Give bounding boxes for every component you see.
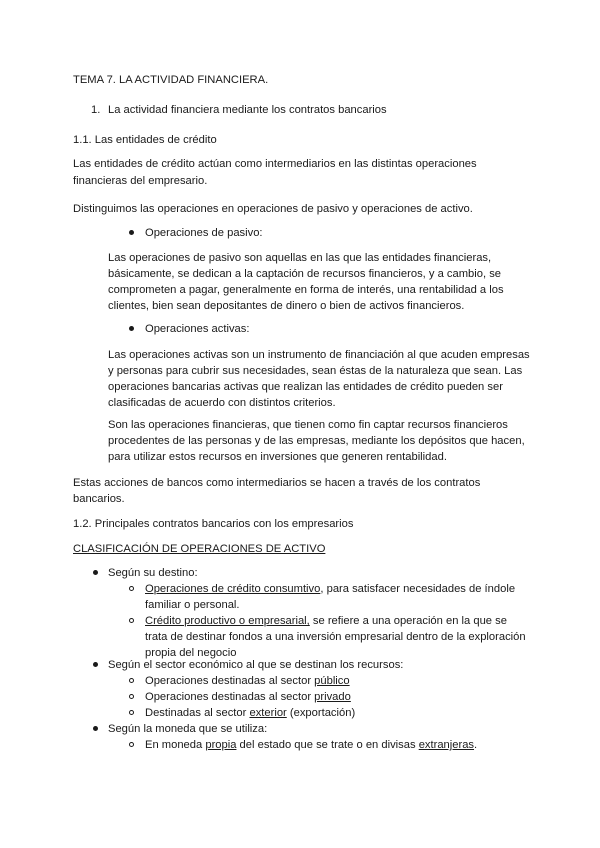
- list-item-text: se refiere a una operación en la que se: [309, 615, 507, 627]
- subsection-heading: 1.1. Las entidades de crédito: [73, 134, 217, 146]
- document-title: TEMA 7. LA ACTIVIDAD FINANCIERA.: [73, 74, 269, 86]
- bullet-ring-icon: [129, 678, 134, 683]
- bullet-ring-icon: [129, 586, 134, 591]
- paragraph-line: procedentes de las personas y de las empresas, mediante los depósitos que hacen,: [108, 435, 525, 447]
- bullet-dot-icon: [93, 570, 98, 575]
- paragraph-line: para utilizar estos recursos en inversiones que generen rentabilidad.: [108, 451, 447, 463]
- bullet-ring-icon: [129, 694, 134, 699]
- paragraph-line: Las operaciones de pasivo son aquellas en las que las entidades financieras,: [108, 252, 492, 264]
- section-heading: La actividad financiera mediante los contratos bancarios: [108, 104, 387, 116]
- credito-consumtivo-link[interactable]: Operaciones de crédito consumtivo: [145, 583, 321, 595]
- sector-label: Según el sector económico al que se destinan los recursos:: [108, 659, 404, 671]
- list-item-text: (exportación): [286, 707, 356, 719]
- section-number: 1.: [91, 104, 101, 116]
- paragraph-line: Son las operaciones financieras, que tienen como fin captar recursos financieros: [108, 419, 508, 431]
- paragraph-line: comprometen a pagar, generalmente en forma de interés, una rentabilidad a los: [108, 284, 504, 296]
- list-item-text: Operaciones destinadas al sector: [145, 675, 315, 687]
- list-item: [145, 705, 355, 721]
- paragraph-line: operaciones bancarias activas que realizan las entidades de crédito pueden ser: [108, 381, 503, 393]
- exterior-link[interactable]: exterior: [249, 707, 287, 719]
- list-item-text: En moneda: [145, 739, 206, 751]
- list-item-text: .: [474, 739, 478, 751]
- extranjeras-link[interactable]: extranjeras: [418, 739, 475, 751]
- subsection-heading: 1.2. Principales contratos bancarios con los empresarios: [73, 518, 354, 530]
- paragraph-line: Las entidades de crédito actúan como intermediarios en las distintas operaciones: [73, 158, 477, 170]
- credito-productivo-link[interactable]: Crédito productivo o empresarial,: [145, 615, 310, 627]
- bullet-dot-icon: [93, 726, 98, 731]
- list-item: [145, 673, 350, 689]
- paragraph-line: básicamente, se dedican a la captación de recursos financieros, y a cambio, se: [108, 268, 502, 280]
- paragraph-line: clasificadas de acuerdo con distintos criterios.: [108, 397, 336, 409]
- list-item: [145, 581, 515, 597]
- list-item-text: , para satisfacer necesidades de índole: [320, 583, 516, 595]
- bullet-ring-icon: [129, 710, 134, 715]
- list-item-continuation: familiar o personal.: [145, 599, 240, 611]
- paragraph-line: Las operaciones activas son un instrumento de financiación al que acuden empresas: [108, 349, 530, 361]
- bullet-dot-icon: [129, 230, 134, 235]
- bullet-ring-icon: [129, 618, 134, 623]
- bullet-dot-icon: [129, 326, 134, 331]
- list-item-text: Operaciones destinadas al sector: [145, 691, 315, 703]
- activas-label: Operaciones activas:: [145, 323, 250, 335]
- list-item-continuation: trata de destinar fondos a una inversión empresarial dentro de la exploración: [145, 631, 526, 643]
- bullet-ring-icon: [129, 742, 134, 747]
- moneda-label: Según la moneda que se utiliza:: [108, 723, 268, 735]
- paragraph-line: bancarios.: [73, 493, 125, 505]
- publico-link[interactable]: público: [314, 675, 350, 687]
- paragraph-line: Distinguimos las operaciones en operaciones de pasivo y operaciones de activo.: [73, 203, 473, 215]
- paragraph-line: y personas para cubrir sus necesidades, sean éstas de la naturaleza que sean. Las: [108, 365, 523, 377]
- classification-title: CLASIFICACIÓN DE OPERACIONES DE ACTIVO: [73, 543, 326, 555]
- list-item: [145, 613, 507, 629]
- bullet-dot-icon: [93, 662, 98, 667]
- list-item: [145, 737, 477, 753]
- pasivo-label: Operaciones de pasivo:: [145, 227, 263, 239]
- destino-label: Según su destino:: [108, 567, 198, 579]
- paragraph-line: clientes, bien sean depositantes de dinero o bien de activos financieros.: [108, 300, 465, 312]
- privado-link[interactable]: privado: [314, 691, 351, 703]
- list-item-text: del estado que se trate o en divisas: [236, 739, 419, 751]
- list-item-continuation: propia del negocio: [145, 647, 237, 659]
- propia-link[interactable]: propia: [205, 739, 237, 751]
- paragraph-line: Estas acciones de bancos como intermediarios se hacen a través de los contratos: [73, 477, 481, 489]
- paragraph-line: financieras del empresario.: [73, 175, 208, 187]
- list-item-text: Destinadas al sector: [145, 707, 250, 719]
- list-item: [145, 689, 351, 705]
